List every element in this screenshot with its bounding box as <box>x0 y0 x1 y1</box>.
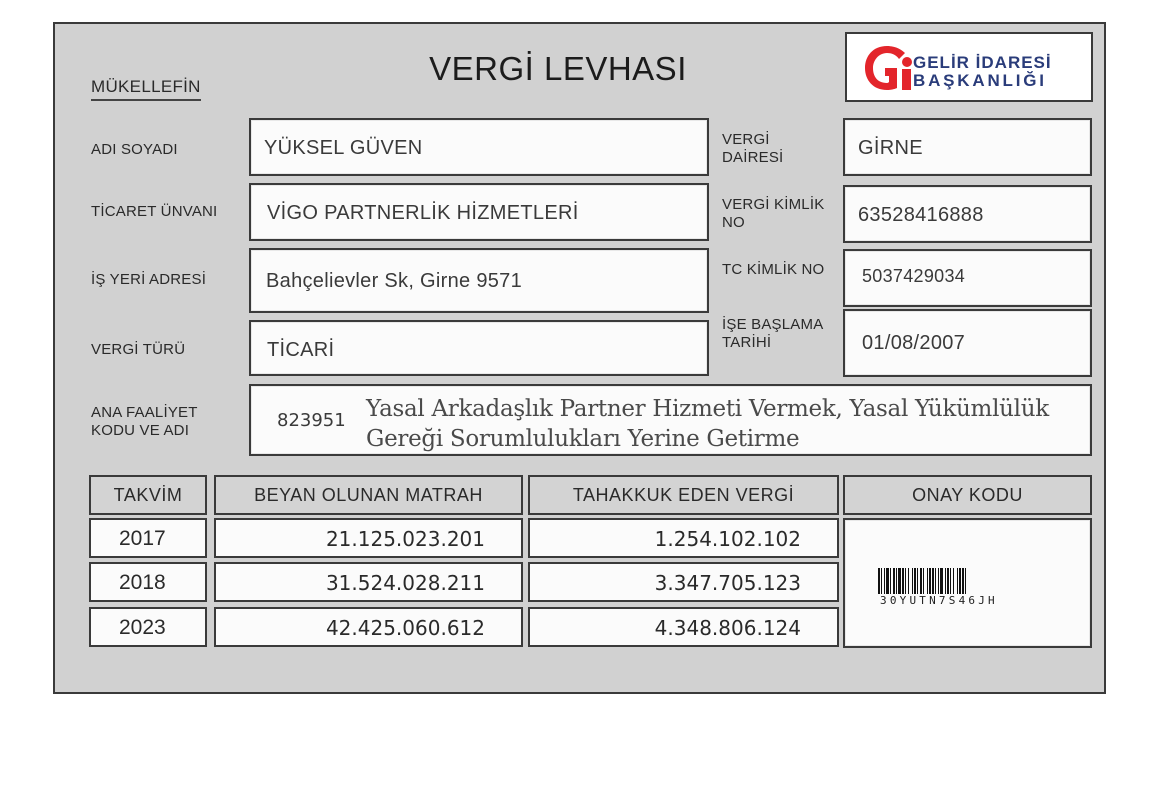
table-row-base: 42.425.060.612 <box>214 607 523 647</box>
tax-id-value: 63528416888 <box>858 204 984 226</box>
table-row-base: 21.125.023.201 <box>214 518 523 558</box>
address-label: İŞ YERİ ADRESİ <box>91 271 207 288</box>
table-row-year: 2023 <box>89 607 207 647</box>
name-value: YÜKSEL GÜVEN <box>264 137 423 159</box>
logo-line2: BAŞKANLIĞI <box>913 71 1047 90</box>
address-value: Bahçelievler Sk, Girne 9571 <box>266 270 523 292</box>
name-label: ADI SOYADI <box>91 141 178 158</box>
activity-label <box>91 404 198 440</box>
tax-office-label <box>722 131 783 167</box>
logo-line1: GELİR İDARESİ <box>913 53 1052 72</box>
tax-type-value: TİCARİ <box>267 339 335 361</box>
tc-id-value: 5037429034 <box>862 266 966 286</box>
tax-office-label-line2: DAİRESİ <box>722 149 784 166</box>
taxpayer-section-label: MÜKELLEFİN <box>91 77 201 101</box>
start-date-label-line1: İŞE BAŞLAMA <box>722 316 824 333</box>
trade-name-label: TİCARET ÜNVANI <box>91 203 218 220</box>
activity-code-value: 823951 <box>277 410 346 431</box>
table-row-year: 2017 <box>89 518 207 558</box>
trade-name-value: VİGO PARTNERLİK HİZMETLERİ <box>267 202 579 224</box>
table-row-base: 31.524.028.211 <box>214 562 523 602</box>
tax-id-label-line1: VERGİ KİMLİK <box>722 196 825 213</box>
tc-id-label: TC KİMLİK NO <box>722 261 825 278</box>
tax-type-label: VERGİ TÜRÜ <box>91 341 186 358</box>
table-row-tax: 1.254.102.102 <box>528 518 839 558</box>
tax-office-label-line1: VERGİ <box>722 131 770 148</box>
table-row-tax: 3.347.705.123 <box>528 562 839 602</box>
table-header-year: TAKVİM <box>89 475 207 515</box>
tax-id-label-line2: NO <box>722 214 745 231</box>
table-header-base: BEYAN OLUNAN MATRAH <box>214 475 523 515</box>
table-header-approval: ONAY KODU <box>843 475 1092 515</box>
document-title: VERGİ LEVHASI <box>429 50 687 87</box>
barcode-icon <box>878 568 1046 594</box>
start-date-value: 01/08/2007 <box>862 332 966 354</box>
start-date-label <box>722 316 823 352</box>
activity-label-line1: ANA FAALİYET <box>91 404 198 421</box>
gib-logo <box>845 32 1093 102</box>
table-row-tax: 4.348.806.124 <box>528 607 839 647</box>
activity-label-line2: KODU VE ADI <box>91 422 190 439</box>
table-row-year: 2018 <box>89 562 207 602</box>
activity-description-value: Yasal Arkadaşlık Partner Hizmeti Vermek, Yasal Yükümlülük Gereği Sorumlulukları Yerine Getirme <box>366 396 1049 452</box>
tax-office-value: GİRNE <box>858 137 923 159</box>
tax-id-label <box>722 196 824 232</box>
table-header-tax: TAHAKKUK EDEN VERGİ <box>528 475 839 515</box>
approval-code-value: 30YUTN7S46JH <box>880 594 998 607</box>
start-date-label-line2: TARİHİ <box>722 334 772 351</box>
gib-logo-icon <box>857 40 917 96</box>
